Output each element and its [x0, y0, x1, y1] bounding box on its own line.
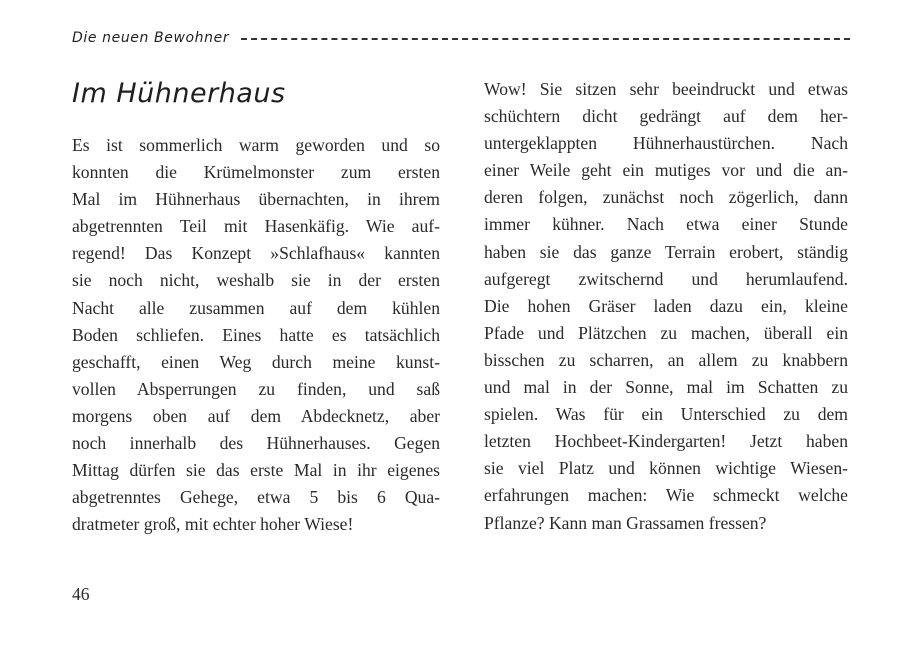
- text-line: bisschen zu scharren, an allem zu knabbern: [484, 349, 848, 370]
- text-line: morgens oben auf dem Abdecknetz, aber: [72, 405, 440, 426]
- text-line: untergeklappten Hühnerhaustürchen. Nach: [484, 133, 848, 154]
- text-line: haben sie das ganze Terrain erobert, ständig: [484, 241, 848, 262]
- text-line: dratmeter groß, mit echter hoher Wiese!: [72, 514, 354, 535]
- right-text-column: [484, 76, 848, 537]
- text-line: Wow! Sie sitzen sehr beeindruckt und etwas: [484, 79, 848, 99]
- text-line: Es ist sommerlich warm geworden und so: [72, 135, 440, 155]
- text-line: regend! Das Konzept »Schlafhaus« kannten: [72, 243, 440, 264]
- text-line: abgetrenntes Gehege, etwa 5 bis 6 Qua-: [72, 487, 440, 508]
- text-line: immer kühner. Nach etwa einer Stunde: [484, 214, 848, 235]
- text-line: letzten Hochbeet-Kindergarten! Jetzt haben: [484, 431, 848, 452]
- running-header: [72, 27, 850, 49]
- text-line: einer Weile geht ein mutiges vor und die an-: [484, 160, 848, 181]
- text-line: sie viel Platz und können wichtige Wiesen-: [484, 458, 848, 479]
- text-line: Die hohen Gräser laden dazu ein, kleine: [484, 295, 848, 316]
- header-dashed-rule: [241, 38, 850, 40]
- text-line: noch innerhalb des Hühnerhauses. Gegen: [72, 433, 440, 454]
- text-line: Boden schliefen. Eines hatte es tatsächlich: [72, 324, 440, 345]
- left-text-column: [72, 132, 440, 538]
- text-line: schüchtern dicht gedrängt auf dem her-: [484, 106, 848, 127]
- text-line: Mal im Hühnerhaus übernachten, in ihrem: [72, 189, 440, 210]
- text-line: Mittag dürfen sie das erste Mal in ihr eigenes: [72, 460, 440, 481]
- text-line: aufgeregt zwitschernd und herumlaufend.: [484, 268, 848, 289]
- text-line: erfahrungen machen: Wie schmeckt welche: [484, 485, 848, 506]
- text-line: geschafft, einen Weg durch meine kunst-: [72, 351, 440, 372]
- text-line: spielen. Was für ein Unterschied zu dem: [484, 404, 848, 425]
- text-line: Nacht alle zusammen auf dem kühlen: [72, 297, 440, 318]
- page-number: 46: [72, 584, 90, 604]
- text-line: Pflanze? Kann man Grassamen fressen?: [484, 512, 767, 533]
- text-line: abgetrennten Teil mit Hasenkäfig. Wie auf-: [72, 216, 440, 237]
- text-line: deren folgen, zunächst noch zögerlich, dann: [484, 187, 848, 208]
- text-line: und mal in der Sonne, mal im Schatten zu: [484, 377, 848, 398]
- text-line: konnten die Krümelmonster zum ersten: [72, 162, 440, 183]
- running-header-title: Die neuen Bewohner: [72, 30, 230, 46]
- text-line: vollen Absperrungen zu finden, und saß: [72, 378, 440, 399]
- chapter-title: Im Hühnerhaus: [72, 78, 286, 109]
- text-line: sie noch nicht, weshalb sie in der ersten: [72, 270, 440, 291]
- text-line: Pfade und Plätzchen zu machen, überall ein: [484, 322, 848, 343]
